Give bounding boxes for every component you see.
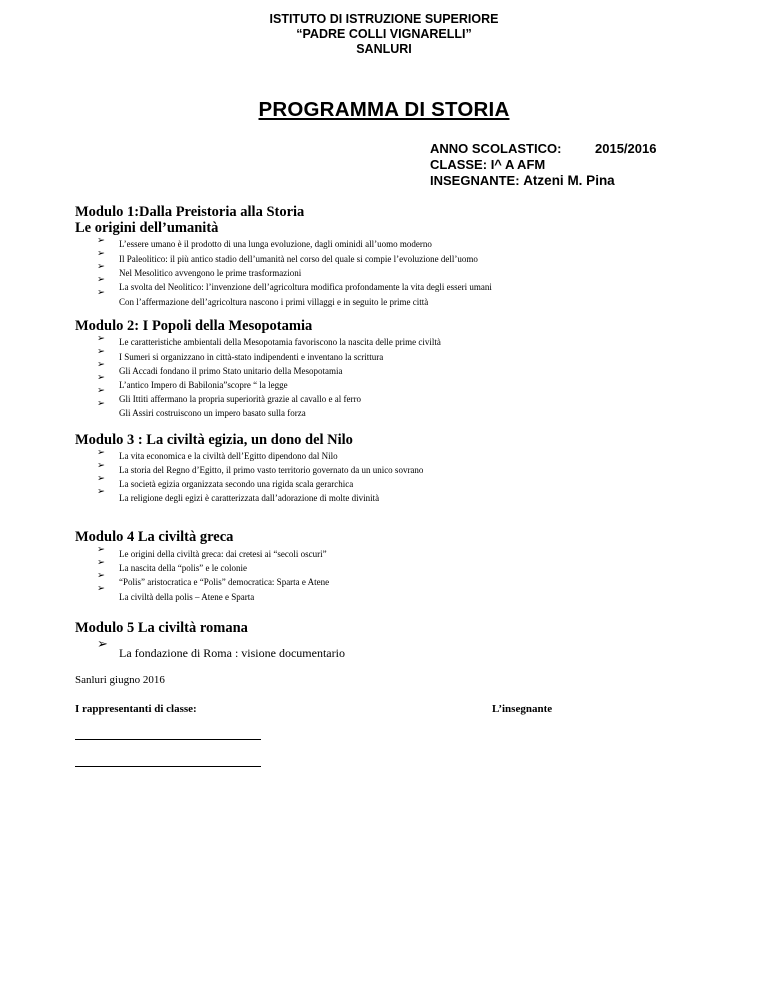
list-item: Gli Accadi fondano il primo Stato unitario della Mesopotamia (119, 366, 343, 376)
list-item: Il Paleolitico: il più antico stadio dell’umanità nel corso del quale si compie l’evoluzione dell’uomo (119, 254, 478, 264)
module-1-subtitle: Le origini dell’umanità (75, 220, 219, 236)
teacher-row (430, 173, 615, 189)
list-item: Con l’affermazione dell’agricoltura nascono i primi villaggi e in seguito le prime città (119, 297, 429, 307)
bullet-arrow-icon: ➢ (97, 347, 105, 357)
teacher-signature-label: L’insegnante (492, 703, 553, 715)
school-location: SANLURI (356, 42, 412, 56)
bullet-arrow-icon: ➢ (97, 474, 105, 484)
list-item: “Polis” aristocratica e “Polis” democratica: Sparta e Atene (119, 577, 330, 587)
list-item: La svolta del Neolitico: l’invenzione dell’agricoltura modifica profondamente la vita degli esseri umani (119, 282, 492, 292)
bullet-arrow-icon: ➢ (97, 386, 105, 396)
list-item: L’essere umano è il prodotto di una lunga evoluzione, dagli ominidi all’uomo moderno (119, 239, 432, 249)
module-4-title: Modulo 4 La civiltà greca (75, 529, 234, 545)
bullet-arrow-icon: ➢ (97, 275, 105, 285)
module-3-title: Modulo 3 : La civiltà egizia, un dono del Nilo (75, 432, 353, 448)
signature-line (75, 739, 261, 740)
bullet-arrow-icon: ➢ (97, 558, 105, 568)
list-item: La civiltà della polis – Atene e Sparta (119, 592, 255, 602)
bullet-arrow-icon: ➢ (97, 487, 105, 497)
bullet-arrow-icon: ➢ (97, 360, 105, 370)
list-item: Nel Mesolitico avvengono le prime trasformazioni (119, 268, 302, 278)
school-year-label: ANNO SCOLASTICO: (430, 141, 562, 156)
list-item: La nascita della “polis” e le colonie (119, 563, 247, 573)
school-name-line1: ISTITUTO DI ISTRUZIONE SUPERIORE (269, 12, 499, 26)
list-item: Gli Ittiti affermano la propria superiorità grazie al cavallo e al ferro (119, 394, 361, 404)
list-item: Le origini della civiltà greca: dai cretesi ai “secoli oscuri” (119, 549, 327, 559)
representatives-label: I rappresentanti di classe: (75, 703, 197, 715)
school-name-line2: “PADRE COLLI VIGNARELLI” (296, 27, 472, 41)
class-value: I^ A AFM (490, 157, 546, 172)
list-item: La fondazione di Roma : visione documentario (119, 646, 345, 660)
class-row (430, 157, 545, 173)
place-date: Sanluri giugno 2016 (75, 674, 165, 686)
bullet-arrow-icon: ➢ (97, 448, 105, 458)
teacher-value: Atzeni M. Pina (523, 173, 615, 188)
list-item: La religione degli egizi è caratterizzata dall’adorazione di molte divinità (119, 493, 380, 503)
bullet-arrow-icon: ➢ (97, 249, 105, 259)
signature-line (75, 766, 261, 767)
list-item: La storia del Regno d’Egitto, il primo vasto territorio governato da un unico sovrano (119, 465, 424, 475)
school-year-row (430, 141, 657, 157)
bullet-arrow-icon: ➢ (97, 636, 108, 651)
bullet-arrow-icon: ➢ (97, 399, 105, 409)
bullet-arrow-icon: ➢ (97, 461, 105, 471)
teacher-label: INSEGNANTE: (430, 173, 520, 188)
module-5-title: Modulo 5 La civiltà romana (75, 620, 248, 636)
bullet-arrow-icon: ➢ (97, 584, 105, 594)
bullet-arrow-icon: ➢ (97, 236, 105, 246)
list-item: I Sumeri si organizzano in città-stato indipendenti e inventano la scrittura (119, 352, 384, 362)
page-title: PROGRAMMA DI STORIA (258, 98, 510, 121)
class-label: CLASSE: (430, 157, 488, 172)
module-1-title: Modulo 1:Dalla Preistoria alla Storia (75, 204, 305, 220)
bullet-arrow-icon: ➢ (97, 288, 105, 298)
module-2-title: Modulo 2: I Popoli della Mesopotamia (75, 318, 313, 334)
list-item: La società egizia organizzata secondo una rigida scala gerarchica (119, 479, 354, 489)
list-item: Le caratteristiche ambientali della Mesopotamia favoriscono la nascita delle prime civiltà (119, 337, 441, 347)
bullet-arrow-icon: ➢ (97, 571, 105, 581)
bullet-arrow-icon: ➢ (97, 373, 105, 383)
list-item: La vita economica e la civiltà dell’Egitto dipendono dal Nilo (119, 451, 338, 461)
list-item: Gli Assiri costruiscono un impero basato sulla forza (119, 408, 306, 418)
bullet-arrow-icon: ➢ (97, 334, 105, 344)
list-item: L’antico Impero di Babilonia”scopre “ la legge (119, 380, 288, 390)
bullet-arrow-icon: ➢ (97, 545, 105, 555)
bullet-arrow-icon: ➢ (97, 262, 105, 272)
school-year-value: 2015/2016 (595, 141, 657, 156)
